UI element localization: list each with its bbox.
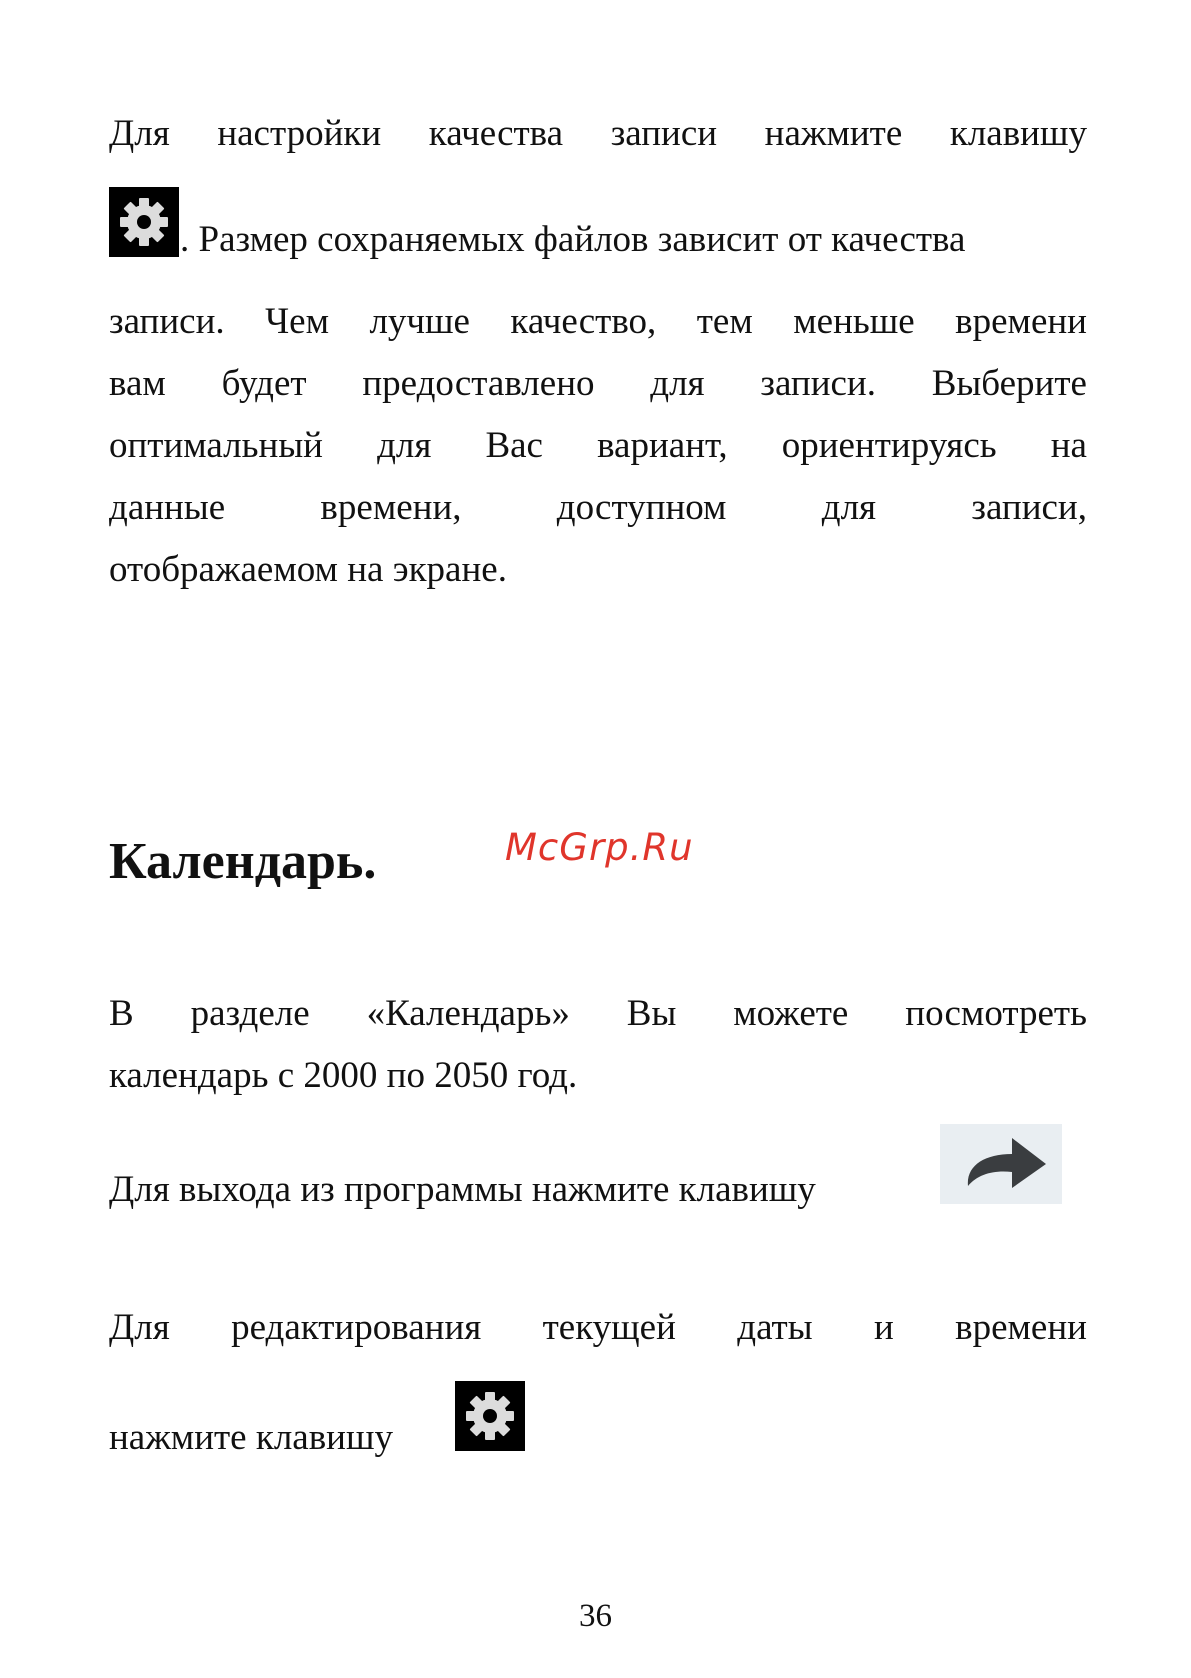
p1-line-4: вам будет предоставлено для записи. Выберите (109, 363, 1087, 404)
arrow-right-icon (940, 1124, 1062, 1204)
p1-line-1: Для настройки качества записи нажмите клавишу (109, 113, 1087, 154)
watermark: McGrp.Ru (505, 826, 694, 869)
p1-line-5: оптимальный для Вас вариант, ориентируясь на (109, 425, 1087, 466)
p2-line-2: календарь с 2000 по 2050 год. (109, 1055, 578, 1096)
gear-icon (109, 187, 179, 257)
p1-line-7: отображаемом на экране. (109, 549, 507, 590)
p1-line-6: данные времени, доступном для записи, (109, 487, 1087, 528)
p1-line-2: . Размер сохраняемых файлов зависит от качества (180, 219, 966, 260)
gear-icon (455, 1381, 525, 1451)
p2-line-1: В разделе «Календарь» Вы можете посмотреть (109, 993, 1087, 1034)
section-heading: Календарь. (109, 833, 377, 890)
p1-line-3: записи. Чем лучше качество, тем меньше времени (109, 301, 1087, 342)
p4-line-2: нажмите клавишу (109, 1417, 393, 1458)
p3-line-1: Для выхода из программы нажмите клавишу (109, 1169, 816, 1210)
page-number: 36 (579, 1598, 612, 1634)
p4-line-1: Для редактирования текущей даты и времени (109, 1307, 1087, 1348)
